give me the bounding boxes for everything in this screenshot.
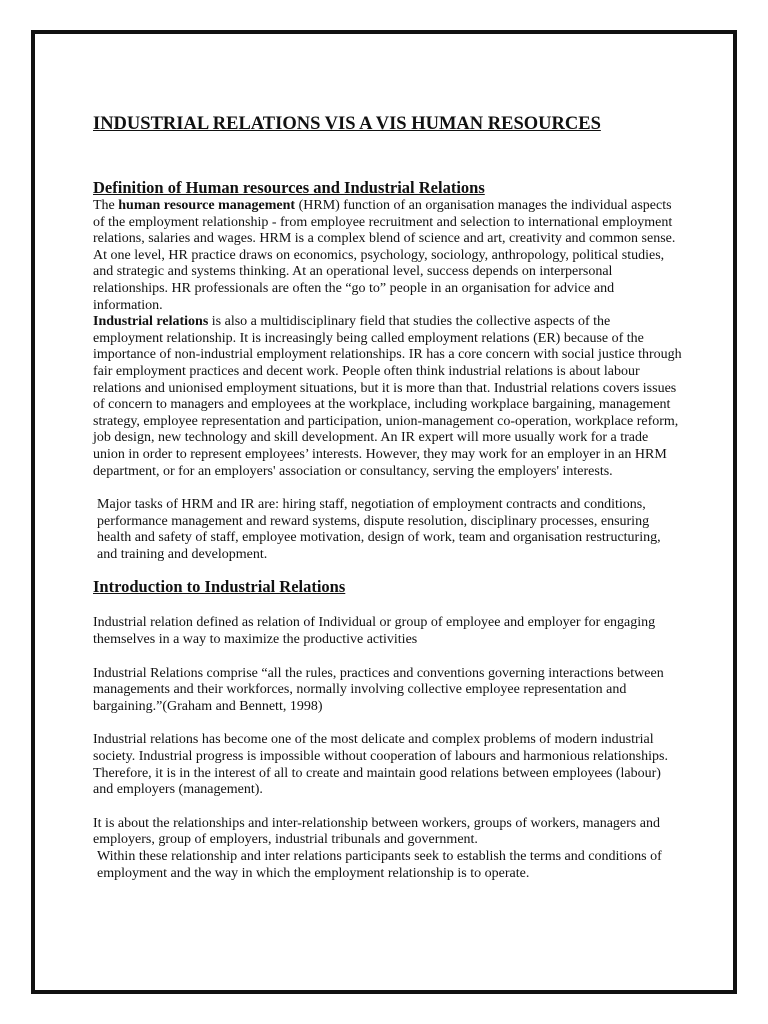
document-title: INDUSTRIAL RELATIONS VIS A VIS HUMAN RESOURCES — [93, 114, 601, 134]
term-industrial-relations: Industrial relations — [93, 314, 209, 330]
paragraph-hrm — [93, 198, 683, 314]
section-heading-definition: Definition of Human resources and Industrial Relations — [93, 178, 485, 197]
paragraph-major-tasks: Major tasks of HRM and IR are: hiring staff, negotiation of employment contracts and conditions, performance management and reward systems, dispute resolution, disciplinary processes, ensuring health and safety of staff, employee motivation, design of work, team and organisation restructuring, and training and development. — [97, 497, 661, 562]
paragraph-ir-relationships: It is about the relationships and inter-relationship between workers, groups of workers, managers and employers, group of employers, industrial tribunals and government. — [93, 815, 660, 848]
paragraph-hrm-text: (HRM) function of an organisation manages the individual aspects of the employment relationship - from employee recruitment and selection to international employment relations, salaries and wages. HRM is a complex blend of science and art, creativity and common sense. At one level, HR practice draws on economics, psychology, sociology, anthropology, political studies, and strategic and systems thinking. At an operational level, success depends on interpersonal relationships. HR professionals are often the “go to” people in an organisation for advice and information. — [93, 198, 676, 313]
paragraph-hrm-pre: The — [93, 198, 119, 213]
paragraph-ir — [93, 314, 683, 480]
paragraph-ir-definition: Industrial relation defined as relation of Individual or group of employee and employer for engaging themselves in a way to maximize the productive activities — [93, 615, 656, 648]
section-heading-introduction: Introduction to Industrial Relations — [93, 577, 346, 597]
paragraph-ir-quote: Industrial Relations comprise “all the rules, practices and conventions governing interactions between managements and their workforces, normally involving collective employee representation and bargaining.”(Graham and Bennett, 1998) — [93, 665, 664, 714]
term-human-resource-management: human resource management — [118, 198, 296, 213]
paragraph-ir-text: is also a multidisciplinary field that studies the collective aspects of the employment relationship. It is increasingly being called employment relations (ER) because of the importance of non-industrial employment relationships. IR has a core concern with social justice through fair employment practices and decent work. People often think industrial relations is about labour relations and unionised employment situations, but it is more than that. Industrial relations covers issues of concern to managers and employees at the workplace, including workplace bargaining, management strategy, employee representation and participation, union-management co-operation, workplace reform, job design, new technology and skill development. An IR expert will more usually work for a trade union in order to represent employees’ interests. However, they may work for an employer in an HRM department, or for an employers' association or consultancy, serving the employers' interests. — [93, 314, 682, 479]
document-body — [93, 112, 683, 882]
paragraph-ir-delicate: Industrial relations has become one of the most delicate and complex problems of modern industrial society. Industrial progress is impossible without cooperation of labours and harmonious relationships. Therefore, it is in the interest of all to create and maintain good relations between employees (labour) and employers (management). — [93, 732, 668, 798]
paragraph-ir-terms: Within these relationship and inter relations participants seek to establish the terms and conditions of employment and the way in which the employment relationship is to operate. — [97, 849, 662, 881]
